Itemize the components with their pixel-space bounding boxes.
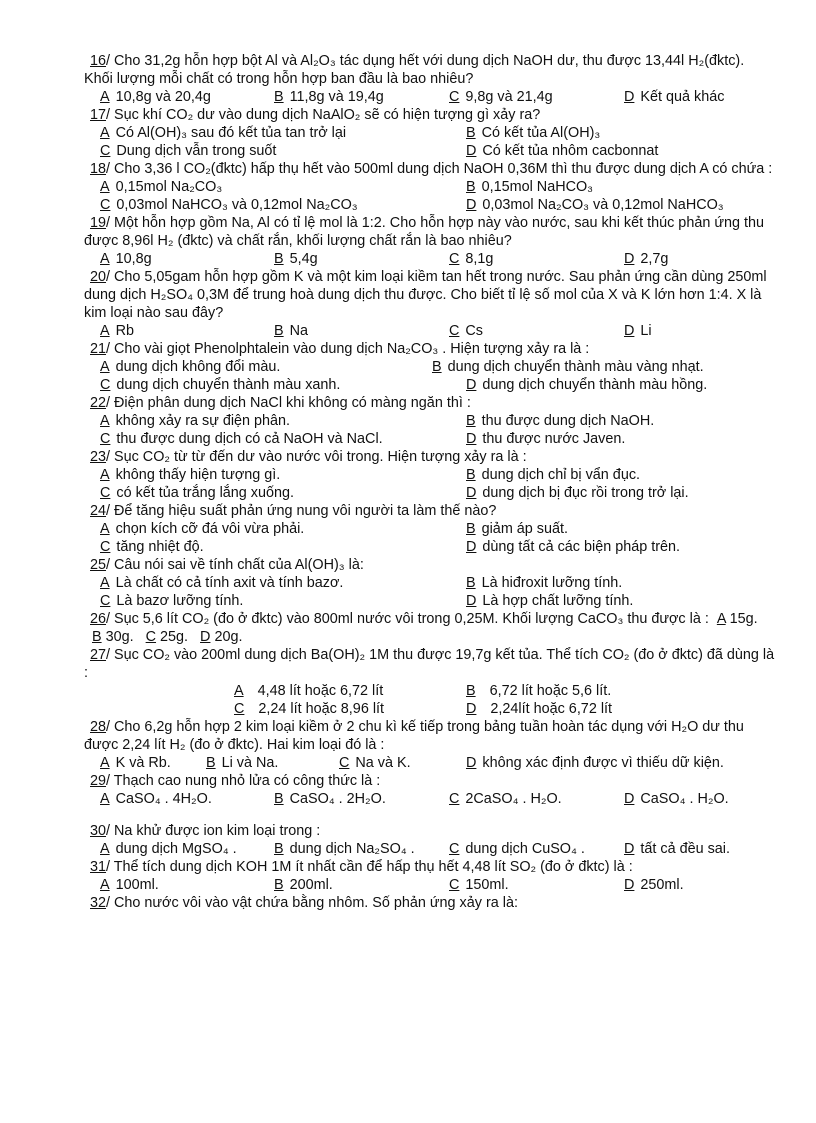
option-d[interactable]: D Kết quả khác [624,89,725,105]
question-stem [84,894,776,912]
question-text: / Cho 31,2g hỗn hợp bột Al và Al₂O₃ tác dụng hết với dung dịch NaOH dư, thu được 13,44l H₂(đktc). Khối lượng mỗi chất có trong hỗn hợp ban đầu là bao nhiêu? [84,53,745,87]
question-number: 32 [90,895,107,911]
options-row [84,88,776,106]
question-number: 26 [90,611,107,627]
question-28 [0,718,816,772]
question-text: / Cho 3,36 l CO₂(đktc) hấp thụ hết vào 500ml dung dịch NaOH 0,36M thì thu được dung dịch A có chứa : [106,161,773,177]
option-b[interactable]: B 200ml. [274,877,333,893]
option-b[interactable]: B Là hiđroxit lưỡng tính. [466,575,623,591]
options-row [84,754,776,772]
question-text: / Thể tích dung dịch KOH 1M ít nhất cần để hấp thụ hết 4,48 lít SO₂ (đo ở đktc) là : [106,859,633,875]
question-stem [84,718,776,754]
options-row [84,790,776,808]
option-c[interactable]: C dung dịch CuSO₄ . [449,841,585,857]
option-d[interactable]: D không xác định được vì thiếu dữ kiện. [466,755,724,771]
question-page [0,52,816,912]
options-grid [84,682,776,718]
option-a[interactable]: A dung dịch MgSO₄ . [100,841,237,857]
question-stem [84,160,776,178]
question-text: / Câu nói sai về tính chất của Al(OH)₃ là: [106,557,364,573]
option-b[interactable]: B 11,8g và 19,4g [274,89,384,105]
option-b[interactable]: B CaSO₄ . 2H₂O. [274,791,386,807]
option-a[interactable]: A Có Al(OH)₃ sau đó kết tủa tan trở lại [100,125,347,141]
option-b[interactable]: B 6,72 lít hoặc 5,6 lít. [466,683,612,699]
question-stem [84,772,776,790]
option-a[interactable]: A 4,48 lít hoặc 6,72 lít [234,683,384,699]
option-b[interactable]: B 5,4g [274,251,318,267]
option-c[interactable]: C 150ml. [449,877,509,893]
question-18 [0,160,816,214]
option-d[interactable]: D 2,24lít hoặc 6,72 lít [466,701,613,717]
question-text: / Thạch cao nung nhỏ lửa có công thức là : [106,773,381,789]
question-17 [0,106,816,160]
question-stem [84,610,776,646]
options-grid [84,358,776,394]
option-d[interactable]: D tất cả đều sai. [624,841,731,857]
option-b[interactable]: B thu được dung dịch NaOH. [466,413,655,429]
option-b[interactable]: B Có kết tủa Al(OH)₃ [466,125,601,141]
question-number: 30 [90,823,107,839]
question-16 [0,52,816,106]
question-text: / Sục khí CO₂ dư vào dung dịch NaAlO₂ sẽ có hiện tượng gì xảy ra? [106,107,541,123]
option-a[interactable]: A Rb [100,323,135,339]
options-row [84,250,776,268]
question-number: 29 [90,773,107,789]
question-text: / Cho vài giọt Phenolphtalein vào dung dịch Na₂CO₃ . Hiện tượng xảy ra là : [106,341,590,357]
option-c[interactable]: C 25g. [145,629,189,645]
options-grid [84,178,776,214]
options-grid [84,574,776,610]
options-grid [84,520,776,556]
option-d[interactable]: D thu được nước Javen. [466,431,626,447]
option-d[interactable]: D 0,03mol Na₂CO₃ và 0,12mol NaHCO₃ [466,197,724,213]
question-number: 22 [90,395,107,411]
option-a[interactable]: A không xảy ra sự điện phân. [100,413,291,429]
option-b[interactable]: B 0,15mol NaHCO₃ [466,179,594,195]
question-number: 16 [90,53,107,69]
question-text: / Để tăng hiệu suất phản ứng nung vôi người ta làm thế nào? [106,503,497,519]
question-stem [84,646,776,682]
option-a[interactable]: A 10,8g [100,251,152,267]
question-30 [0,822,816,858]
options-grid [84,412,776,448]
option-b[interactable]: B dung dịch chỉ bị vẩn đục. [466,467,641,483]
question-31 [0,858,816,894]
spacer [0,808,816,822]
option-a[interactable]: A 0,15mol Na₂CO₃ [100,179,223,195]
option-a[interactable]: A 100ml. [100,877,159,893]
option-a[interactable]: A chọn kích cỡ đá vôi vừa phải. [100,521,305,537]
question-text: / Sục CO₂ từ từ đến dư vào nước vôi trong. Hiện tượng xảy ra là : [106,449,527,465]
question-stem [84,448,776,466]
option-c[interactable]: C Cs [449,323,483,339]
question-stem [84,858,776,876]
question-number: 20 [90,269,107,285]
question-stem [84,52,776,88]
options-row [84,876,776,894]
option-d[interactable]: D 20g. [200,629,243,645]
option-d[interactable]: D dung dịch chuyển thành màu hồng. [466,377,708,393]
option-c[interactable]: C 8,1g [449,251,494,267]
question-number: 17 [90,107,107,123]
options-grid [84,124,776,160]
option-b[interactable]: B 30g. [92,629,134,645]
question-number: 31 [90,859,107,875]
question-stem [84,214,776,250]
option-a[interactable]: A dung dịch không đổi màu. [100,359,281,375]
option-d[interactable]: D Là hợp chất lưỡng tính. [466,593,634,609]
option-a[interactable]: A K và Rb. [100,755,171,771]
question-19 [0,214,816,268]
question-number: 25 [90,557,107,573]
question-stem [84,502,776,520]
option-a[interactable]: A CaSO₄ . 4H₂O. [100,791,212,807]
question-20 [0,268,816,340]
option-c[interactable]: C Dung dịch vẫn trong suốt [100,143,277,159]
question-number: 23 [90,449,107,465]
question-stem [84,556,776,574]
options-row [84,840,776,858]
option-a[interactable]: A 10,8g và 20,4g [100,89,211,105]
question-number: 18 [90,161,107,177]
option-b[interactable]: B Li và Na. [206,755,279,771]
option-c[interactable]: C thu được dung dịch có cả NaOH và NaCl. [100,431,383,447]
question-stem [84,340,776,358]
option-c[interactable]: C Là bazơ lưỡng tính. [100,593,244,609]
question-number: 27 [90,647,107,663]
question-number: 19 [90,215,107,231]
question-text: / Sục 5,6 lít CO₂ (đo ở đktc) vào 800ml nước vôi trong 0,25M. Khối lượng CaCO₃ thu được là : [106,611,709,627]
question-text: / Na khử được ion kim loại trong : [106,823,321,839]
option-a[interactable]: A 15g. [716,611,758,627]
option-c[interactable]: C dung dịch chuyển thành màu xanh. [100,377,341,393]
option-b[interactable]: B dung dịch Na₂SO₄ . [274,841,415,857]
question-number: 28 [90,719,107,735]
question-text: / Cho nước vôi vào vật chứa bằng nhôm. Số phản ứng xảy ra là: [106,895,518,911]
question-text: / Sục CO₂ vào 200ml dung dịch Ba(OH)₂ 1M thu được 19,7g kết tủa. Thể tích CO₂ (đo ở đktc) đã dùng là : [84,647,775,681]
option-c[interactable]: C có kết tủa trắng lắng xuống. [100,485,295,501]
question-21 [0,340,816,394]
question-22 [0,394,816,448]
question-26 [0,610,816,646]
option-b[interactable]: B dung dịch chuyển thành màu vàng nhạt. [432,359,704,375]
option-d[interactable]: D Li [624,323,652,339]
question-text: / Điện phân dung dịch NaCl khi không có màng ngăn thì : [106,395,471,411]
options-row [84,322,776,340]
option-c[interactable]: C 9,8g và 21,4g [449,89,553,105]
option-d[interactable]: D dung dịch bị đục rồi trong trở lại. [466,485,689,501]
question-text: / Cho 5,05gam hỗn hợp gồm K và một kim loại kiềm tan hết trong nước. Sau phản ứng cần dùng 250ml dung dịch H₂SO₄ 0,3M để trung hoà dung dịch thu được. Cho biết tỉ lệ số mol của X và K lớn hơn 1:4. X là kim loại nào sau đây? [84,269,767,321]
option-d[interactable]: D dùng tất cả các biện pháp trên. [466,539,681,555]
options-grid [84,466,776,502]
question-stem [84,106,776,124]
question-27 [0,646,816,718]
option-d[interactable]: D CaSO₄ . H₂O. [624,791,729,807]
question-stem [84,394,776,412]
question-23 [0,448,816,502]
option-d[interactable]: D 250ml. [624,877,684,893]
question-stem [84,268,776,322]
question-25 [0,556,816,610]
question-number: 24 [90,503,107,519]
option-d[interactable]: D Có kết tủa nhôm cacbonnat [466,143,659,159]
option-c[interactable]: C 2CaSO₄ . H₂O. [449,791,562,807]
option-a[interactable]: A không thấy hiện tượng gì. [100,467,281,483]
question-number: 21 [90,341,107,357]
option-b[interactable]: B Na [274,323,309,339]
question-29 [0,772,816,808]
question-stem [84,822,776,840]
option-c[interactable]: C 0,03mol NaHCO₃ và 0,12mol Na₂CO₃ [100,197,358,213]
option-a[interactable]: A Là chất có cả tính axit và tính bazơ. [100,575,344,591]
option-d[interactable]: D 2,7g [624,251,669,267]
question-24 [0,502,816,556]
question-32 [0,894,816,912]
option-c[interactable]: C 2,24 lít hoặc 8,96 lít [234,701,385,717]
option-c[interactable]: C Na và K. [339,755,411,771]
option-b[interactable]: B giảm áp suất. [466,521,569,537]
question-text: / Một hỗn hợp gồm Na, Al có tỉ lệ mol là 1:2. Cho hỗn hợp này vào nước, sau khi kết thúc phản ứng thu được 8,96l H₂ (đktc) và chất rắn, khối lượng chất rắn là bao nhiêu? [84,215,764,249]
option-c[interactable]: C tăng nhiệt độ. [100,539,204,555]
question-text: / Cho 6,2g hỗn hợp 2 kim loại kiềm ở 2 chu kì kế tiếp trong bảng tuần hoàn tác dụng với H₂O dư thu được 2,24 lít H₂ (đo ở đktc). Hai kim loại đó là : [84,719,744,753]
